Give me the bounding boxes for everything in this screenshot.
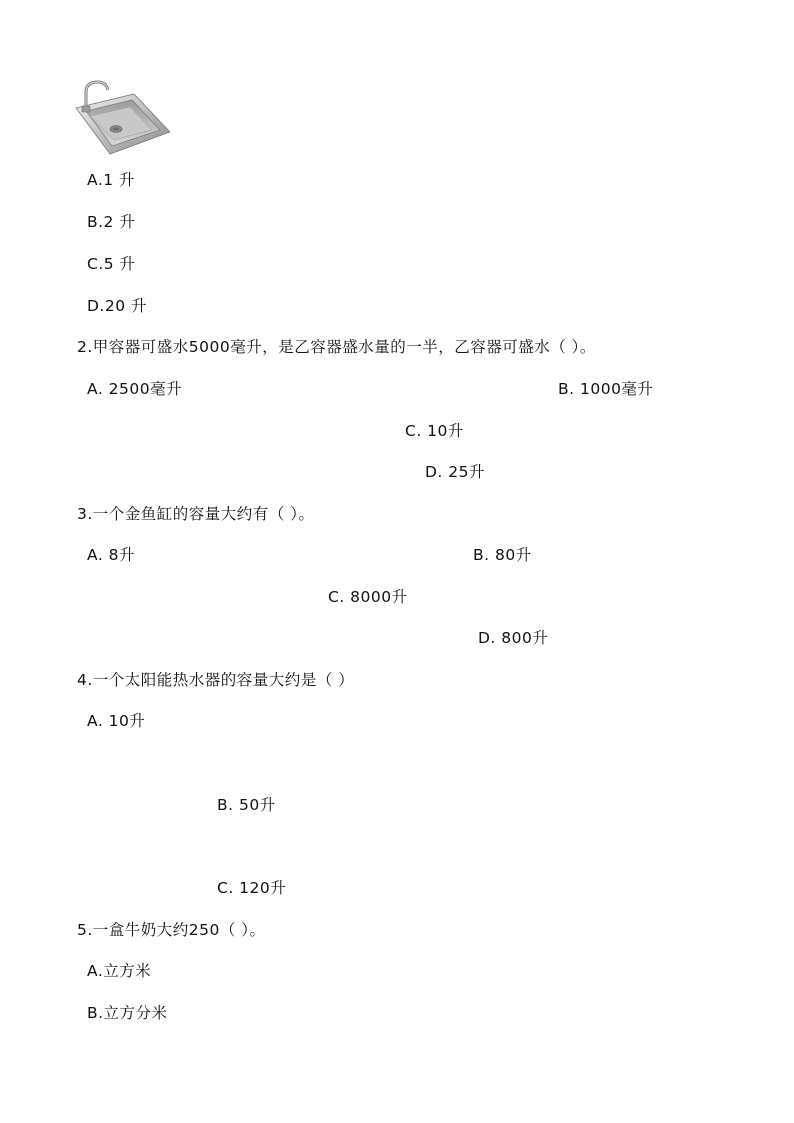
q1-option-b[interactable]: B.2 升 <box>87 213 136 231</box>
q3-option-d[interactable]: D. 800升 <box>478 629 549 647</box>
q1-option-c[interactable]: C.5 升 <box>87 255 136 273</box>
q3-option-c[interactable]: C. 8000升 <box>328 588 408 606</box>
sink-image <box>72 80 172 156</box>
q4-option-a[interactable]: A. 10升 <box>87 712 146 730</box>
q4-question: 4.一个太阳能热水器的容量大约是（ ） <box>77 671 355 689</box>
q2-option-a[interactable]: A. 2500毫升 <box>87 380 183 398</box>
q4-option-b[interactable]: B. 50升 <box>217 796 276 814</box>
q3-question: 3.一个金鱼缸的容量大约有（ ）。 <box>77 505 315 523</box>
q3-option-b[interactable]: B. 80升 <box>473 546 532 564</box>
q1-option-a[interactable]: A.1 升 <box>87 171 136 189</box>
q2-question: 2.甲容器可盛水5000毫升，是乙容器盛水量的一半，乙容器可盛水（ ）。 <box>77 338 596 356</box>
q2-option-d[interactable]: D. 25升 <box>425 463 486 481</box>
q5-option-a[interactable]: A.立方米 <box>87 962 152 980</box>
q1-option-d[interactable]: D.20 升 <box>87 297 148 315</box>
q5-option-b[interactable]: B.立方分米 <box>87 1004 168 1022</box>
q2-option-c[interactable]: C. 10升 <box>405 422 464 440</box>
q2-option-b[interactable]: B. 1000毫升 <box>558 380 654 398</box>
q3-option-a[interactable]: A. 8升 <box>87 546 136 564</box>
q5-question: 5.一盒牛奶大约250（ ）。 <box>77 921 266 939</box>
q4-option-c[interactable]: C. 120升 <box>217 879 287 897</box>
